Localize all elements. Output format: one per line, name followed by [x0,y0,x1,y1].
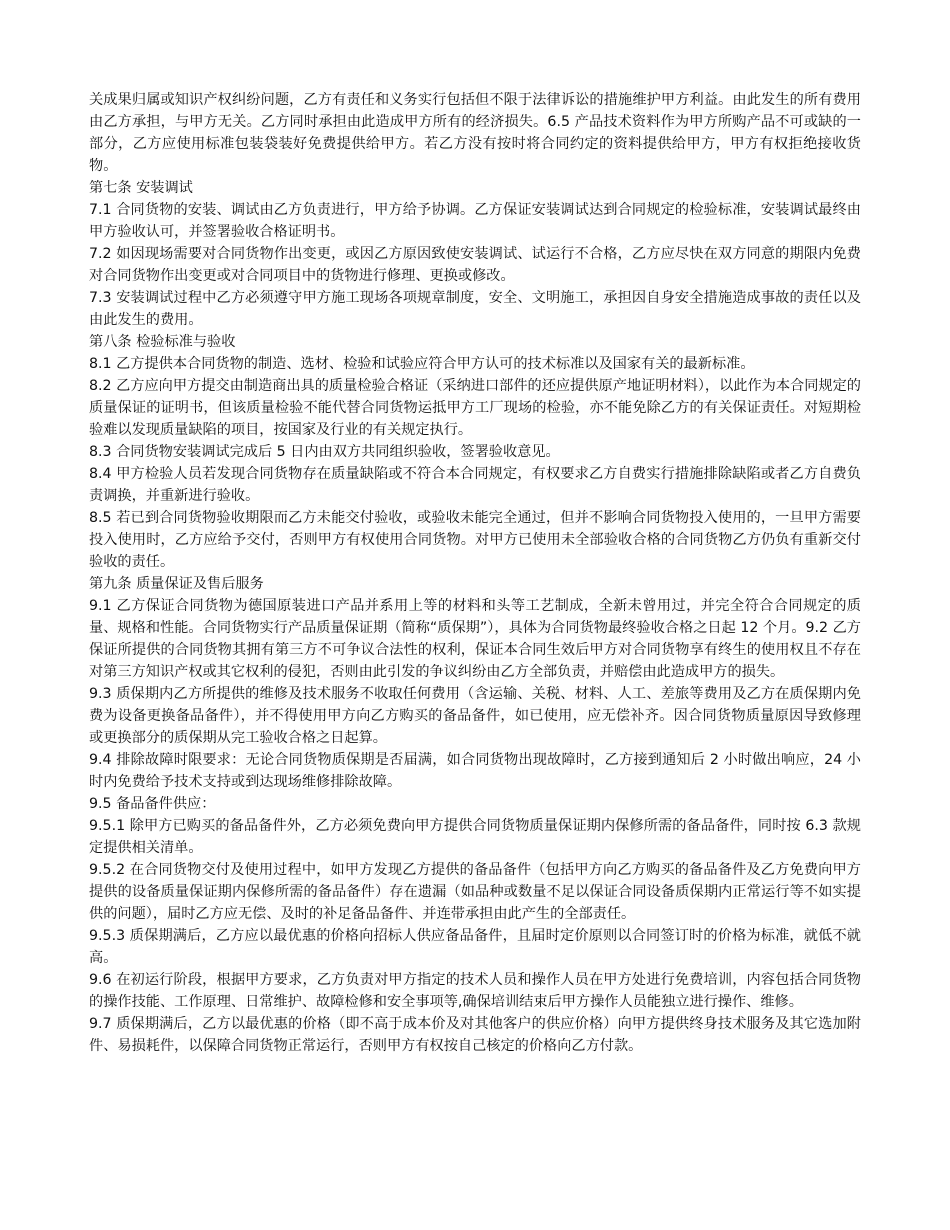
clause-8-1: 8.1 乙方提供本合同货物的制造、选材、检验和试验应符合甲方认可的技术标准以及国家有关的最新标准。 [89,356,755,372]
clause-9-3: 9.3 质保期内乙方所提供的维修及技术服务不收取任何费用（含运输、关税、材料、人工、差旅等费用及乙方在质保期内免费为设备更换备品备件），并不得使用甲方向乙方购买的备品备件，如已使用，应无偿补齐。因合同货物质量原因导致修理或更换部分的质保期从完工验收合格之日起算。 [89,686,861,746]
clause-8-3: 8.3 合同货物安装调试完成后 5 日内由双方共同组织验收，签署验收意见。 [89,444,560,460]
clause-9-7: 9.7 质保期满后，乙方以最优惠的价格（即不高于成本价及对其他客户的供应价格）向甲方提供终身技术服务及其它选加附件、易损耗件，以保障合同货物正常运行，否则甲方有权按自己核定的价格向乙方付款。 [89,1016,861,1054]
clause-9-5-2: 9.5.2 在合同货物交付及使用过程中，如甲方发现乙方提供的备品备件（包括甲方向乙方购买的备品备件及乙方免费向甲方提供的设备质量保证期内保修所需的备品备件）存在遗漏（如品种或数量不足以保证合同设备质保期内正常运行等不如实提供的问题），届时乙方应无偿、及时的补足备品备件、并连带承担由此产生的全部责任。 [89,862,861,922]
clause-9-6: 9.6 在初运行阶段，根据甲方要求，乙方负责对甲方指定的技术人员和操作人员在甲方处进行免费培训，内容包括合同货物的操作技能、工作原理、日常维护、故障检修和安全事项等,确保培训结束后甲方操作人员能独立进行操作、维修。 [89,972,861,1010]
section-heading-article-9: 第九条 质量保证及售后服务 [89,576,264,592]
clause-9-5-3: 9.5.3 质保期满后，乙方应以最优惠的价格向招标人供应备品备件，且届时定价原则以合同签订时的价格为标准，就低不就高。 [89,928,861,966]
clause-9-5-1: 9.5.1 除甲方已购买的备品备件外，乙方必须免费向甲方提供合同货物质量保证期内保修所需的备品备件，同时按 6.3 款规定提供相关清单。 [89,818,861,856]
clause-7-2: 7.2 如因现场需要对合同货物作出变更，或因乙方原因致使安装调试、试运行不合格，乙方应尽快在双方同意的期限内免费对合同货物作出变更或对合同项目中的货物进行修理、更换或修改。 [89,246,861,284]
clause-8-5: 8.5 若已到合同货物验收期限而乙方未能交付验收，或验收未能完全通过，但并不影响合同货物投入使用的，一旦甲方需要投入使用时，乙方应给予交付，否则甲方有权使用合同货物。对甲方已使用未全部验收合格的合同货物乙方仍负有重新交付验收的责任。 [89,510,861,570]
document-page [89,89,861,1057]
clause-7-1: 7.1 合同货物的安装、调试由乙方负责进行，甲方给予协调。乙方保证安装调试达到合同规定的检验标准，安装调试最终由甲方验收认可，并签署验收合格证明书。 [89,202,861,240]
clause-7-3: 7.3 安装调试过程中乙方必须遵守甲方施工现场各项规章制度，安全、文明施工，承担因自身安全措施造成事故的责任以及由此发生的费用。 [89,290,861,328]
clause-8-2: 8.2 乙方应向甲方提交由制造商出具的质量检验合格证（采纳进口部件的还应提供原产地证明材料），以此作为本合同规定的质量保证的证明书，但该质量检验不能代替合同货物运抵甲方工厂现场的检验，亦不能免除乙方的有关保证责任。对短期检验难以发现质量缺陷的项目，按国家及行业的有关规定执行。 [89,378,861,438]
paragraph-6-continuation: 关成果归属或知识产权纠纷问题，乙方有责任和义务实行包括但不限于法律诉讼的措施维护甲方利益。由此发生的所有费用由乙方承担，与甲方无关。乙方同时承担由此造成甲方所有的经济损失。6.5 产品技术资料作为甲方所购产品不可或缺的一部分，乙方应使用标准包装袋装好免费提供给甲方。若乙方没有按时将合同约定的资料提供给甲方，甲方有权拒绝接收货物。 [89,92,861,174]
clause-9-1: 9.1 乙方保证合同货物为德国原装进口产品并系用上等的材料和头等工艺制成，全新未曾用过，并完全符合合同规定的质量、规格和性能。合同货物实行产品质量保证期（简称“质保期”），具体为合同货物最终验收合格之日起 12 个月。9.2 乙方保证所提供的合同货物其拥有第三方不可争议合法性的权利，保证本合同生效后甲方对合同货物享有终生的使用权且不存在对第三方知识产权或其它权利的侵犯，否则由此引发的争议纠纷由乙方全部负责，并赔偿由此造成甲方的损失。 [89,598,861,680]
clause-9-5: 9.5 备品备件供应： [89,796,216,812]
section-heading-article-8: 第八条 检验标准与验收 [89,334,236,350]
clause-9-4: 9.4 排除故障时限要求：无论合同货物质保期是否届满，如合同货物出现故障时，乙方接到通知后 2 小时做出响应，24 小时内免费给予技术支持或到达现场维修排除故障。 [89,752,861,790]
clause-8-4: 8.4 甲方检验人员若发现合同货物存在质量缺陷或不符合本合同规定，有权要求乙方自费实行措施排除缺陷或者乙方自费负责调换，并重新进行验收。 [89,466,861,504]
section-heading-article-7: 第七条 安装调试 [89,180,193,196]
